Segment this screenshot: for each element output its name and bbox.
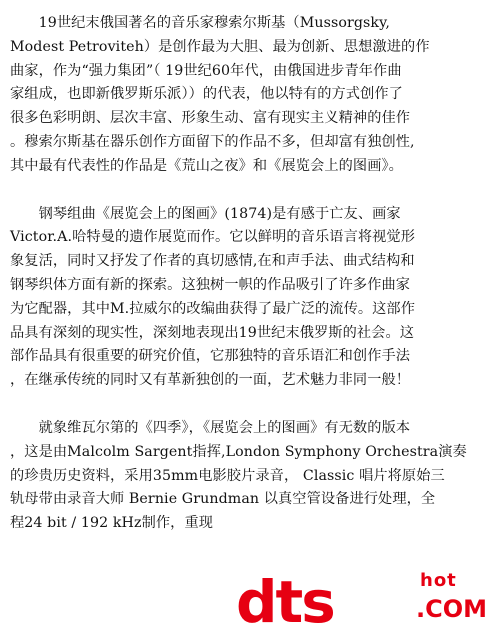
text-line: 很多色彩明朗、层次丰富、形象生动、富有现实主义精神的佳作 [10, 110, 411, 127]
dtshot-watermark-logo [232, 569, 500, 625]
text-line: 轨母带由录音大师 Bernie Grundman 以真空管设备进行处理，全 [10, 491, 436, 508]
dtshot-logo-graphic [232, 569, 500, 625]
text-line: Victor.A.哈特曼的遗作展览而作。它以鲜明的音乐语言将视觉形 [10, 229, 416, 246]
paragraph-pictures-at-exhibition [10, 203, 482, 393]
text-line: 家组成，也即新俄罗斯乐派））的代表，他以特有的方式创作了 [10, 86, 403, 103]
text-line: 就象维瓦尔第的《四季》，《展览会上的图画》有无数的版本 [10, 419, 411, 436]
logo-main-text: dts [236, 569, 334, 625]
logo-top-text: hot [420, 570, 457, 591]
text-line: ，在继承传统的同时又有革新独创的一面，艺术魅力非同一般！ [10, 372, 411, 389]
text-line: 的珍贵历史资料，采用35mm电影胶片录音， Classic 唱片将原始三 [10, 467, 445, 484]
paragraph-recording-info [10, 417, 482, 536]
text-line: 品具有深刻的现实性，深刻地表现出19世纪末俄罗斯的社会。这 [10, 324, 415, 341]
logo-bottom-text: .COM [416, 595, 488, 623]
text-line: 部作品具有很重要的研究价值，它那独特的音乐语汇和创作手法 [10, 348, 411, 365]
text-line: 其中最有代表性的作品是《荒山之夜》和《展览会上的图画》。 [10, 157, 403, 174]
text-line: Modest Petroviteh）是创作最为大胆、最为创新、思想激进的作 [10, 38, 430, 55]
text-line: 。穆索尔斯基在器乐创作方面留下的作品不多，但却富有独创性, [10, 133, 415, 150]
text-line: 钢琴组曲《展览会上的图画》(1874)是有感于亡友、画家 [10, 205, 401, 222]
text-line: 程24 bit / 192 kHz制作，重现 [10, 515, 214, 532]
text-line: 为它配器，其中M.拉威尔的改编曲获得了最广泛的流传。这部作 [10, 300, 416, 317]
text-line: 曲家，作为“强力集团”（ 19世纪60年代，由俄国进步青年作曲 [10, 62, 402, 79]
text-line: 钢琴织体方面有新的探索。这独树一帜的作品吸引了许多作曲家 [10, 276, 411, 293]
text-line: 象复活，同时又抒发了作者的真切感情,在和声手法、曲式结构和 [10, 253, 415, 270]
text-line: 19世纪末俄国著名的音乐家穆索尔斯基（Mussorgsky, [10, 15, 390, 31]
text-line: ，这是由Malcolm Sargent指挥,London Symphony Orchestra演奏 [10, 443, 467, 460]
paragraph-mussorgsky-intro [10, 12, 482, 179]
